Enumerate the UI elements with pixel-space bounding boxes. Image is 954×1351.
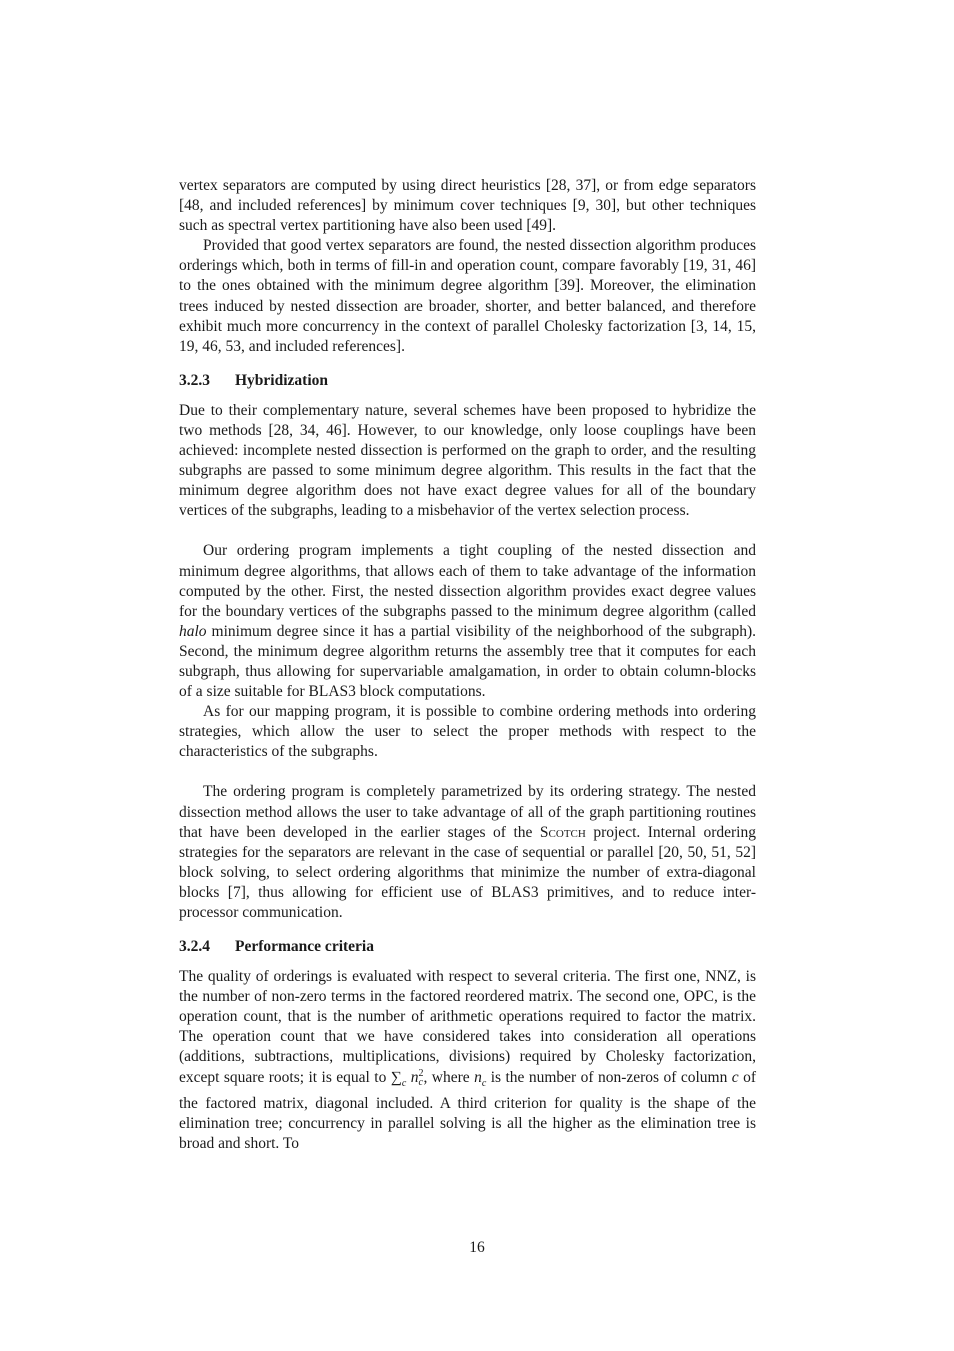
- section-number: 3.2.4: [179, 938, 210, 956]
- section-title: Performance criteria: [235, 938, 374, 956]
- paragraph-separators: vertex separators are computed by using direct heuristics [28, 37], or from edge separators [48, and included references] by minimum cover techniques [9, 30], but other techniques such as spectral vertex partitioning have also been used [49].: [179, 177, 756, 235]
- paragraph-quality-criteria: The quality of orderings is evaluated with respect to several criteria. The first one, NNZ, is the number of non-zero terms in the factored reordered matrix. The second one, OPC, is the operation count, that is the number of arithmetic operations required to factor the matrix. The operation count that we have considered takes into consideration all operations (additions, subtractions, multiplications, divisions) required by Cholesky factorization, except square roots; it is equal to $\sum_c$ n 2 c , where $n_c$ is the number of non-zeros of column c of the factored matrix, diagonal included. A third criterion for quality is the shape of the elimination tree; concurrency in parallel solving is all the higher as the elimination tree is broad and short. To: [179, 968, 757, 1152]
- paragraph-nested-dissection: Provided that good vertex separators are found, the nested dissection algorithm produces orderings which, both in terms of fill-in and operation count, compare favorably [19, 31, 46] to the ones obtained with the minimum degree algorithm [39]. Moreover, the elimination trees induced by nested dissection are broader, shorter, and better balanced, and therefore exhibit much more concurrency in the context of parallel Cholesky factorization [3, 14, 15, 19, 46, 53, and included references].: [179, 237, 756, 355]
- section-heading-performance-criteria: [179, 937, 756, 957]
- paragraph-tight-coupling: Our ordering program implements a tight coupling of the nested dissection and minimum degree algorithms, that allows each of them to take advantage of the information computed by the other. First, the nested dissection algorithm provides exact degree values for the boundary vertices of the subgraphs passed to the minimum degree algorithm (called halo minimum degree since it has a partial visibility of the neighborhood of the subgraph). Second, the minimum degree algorithm returns the assembly tree that it computes for each subgraph, thus allowing for supervariable amalgamation, in order to obtain column-blocks of a size suitable for BLAS3 block computations.: [179, 542, 756, 701]
- paragraph-ordering-strategies: As for our mapping program, it is possible to combine ordering methods into ordering strategies, which allow the user to select the proper methods with respect to the characteristics of the subgraphs.: [179, 703, 756, 761]
- page-body: [179, 176, 756, 1154]
- sum-formula: $\sum_c$ n 2 c: [390, 1068, 424, 1089]
- section-number: 3.2.3: [179, 371, 210, 389]
- emphasis-halo: halo: [179, 622, 207, 640]
- scotch-name: Scotch: [539, 823, 586, 841]
- section-title: Hybridization: [235, 371, 329, 389]
- paragraph-parametrized: The ordering program is completely parametrized by its ordering strategy. The nested dissection method allows the user to take advantage of all of the graph partitioning routines that have been developed in the earlier stages of the Scotch project. Internal ordering strategies for the separators are relevant in the case of sequential or parallel [20, 50, 51, 52] block solving, to select ordering algorithms that minimize the number of extra-diagonal blocks [7], thus allowing for efficient use of BLAS3 primitives, and to reduce inter-processor communication.: [179, 783, 756, 921]
- paragraph-hybridize: Due to their complementary nature, several schemes have been proposed to hybridize the two methods [28, 34, 46]. However, to our knowledge, only loose couplings have been achieved: incomplete nested dissection is performed on the graph to order, and the resulting subgraphs are passed to some minimum degree algorithm. This results in the fact that the minimum degree algorithm does not have exact degree values for all of the boundary vertices of the subgraphs, leading to a misbehavior of the vertex selection process.: [179, 401, 756, 520]
- section-heading-hybridization: [179, 371, 756, 391]
- page-number: 16: [469, 1239, 485, 1256]
